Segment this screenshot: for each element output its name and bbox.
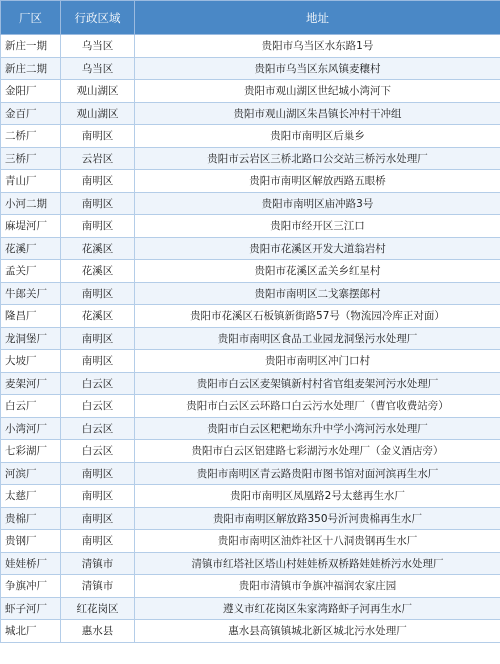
- header-district: 行政区域: [61, 1, 135, 35]
- table-row: [1, 530, 500, 553]
- table-row: [1, 462, 500, 485]
- address-cell: 遵义市红花岗区朱家湾路虾子河再生水厂: [135, 597, 500, 620]
- table-row: [1, 57, 500, 80]
- table-body: [1, 35, 500, 643]
- plant-cell: 娃娃桥厂: [1, 552, 61, 575]
- district-cell: 南明区: [61, 282, 135, 305]
- table-row: [1, 305, 500, 328]
- district-cell: 花溪区: [61, 305, 135, 328]
- district-cell: 花溪区: [61, 260, 135, 283]
- address-cell: 清镇市红塔社区塔山村娃娃桥双桥路娃娃桥污水处理厂: [135, 552, 500, 575]
- table-row: [1, 237, 500, 260]
- table-row: [1, 597, 500, 620]
- district-cell: 红花岗区: [61, 597, 135, 620]
- district-cell: 南明区: [61, 327, 135, 350]
- plant-cell: 花溪厂: [1, 237, 61, 260]
- address-cell: 贵阳市南明区青云路贵阳市图书馆对面河滨再生水厂: [135, 462, 500, 485]
- address-cell: 贵阳市南明区凤凰路2号太慈再生水厂: [135, 485, 500, 508]
- district-cell: 乌当区: [61, 35, 135, 58]
- plant-cell: 太慈厂: [1, 485, 61, 508]
- address-cell: 贵阳市南明区食品工业园龙洞堡污水处理厂: [135, 327, 500, 350]
- plant-cell: 金百厂: [1, 102, 61, 125]
- district-cell: 白云区: [61, 372, 135, 395]
- address-cell: 贵阳市花溪区石板镇新街路57号（物流园冷库正对面）: [135, 305, 500, 328]
- table-row: [1, 350, 500, 373]
- plant-cell: 孟关厂: [1, 260, 61, 283]
- address-cell: 贵阳市花溪区孟关乡红星村: [135, 260, 500, 283]
- address-cell: 贵阳市乌当区东风镇麦穰村: [135, 57, 500, 80]
- district-cell: 清镇市: [61, 575, 135, 598]
- plant-cell: 白云厂: [1, 395, 61, 418]
- plant-cell: 小湾河厂: [1, 417, 61, 440]
- address-cell: 贵阳市南明区解放西路五眼桥: [135, 170, 500, 193]
- table-row: [1, 192, 500, 215]
- district-cell: 南明区: [61, 192, 135, 215]
- plant-cell: 河滨厂: [1, 462, 61, 485]
- address-cell: 贵阳市白云区麦架镇新村村省官组麦架河污水处理厂: [135, 372, 500, 395]
- address-cell: 贵阳市白云区铝建路七彩湖污水处理厂（金义酒店旁）: [135, 440, 500, 463]
- table-row: [1, 440, 500, 463]
- address-cell: 贵阳市观山湖区世纪城小湾河下: [135, 80, 500, 103]
- district-cell: 白云区: [61, 440, 135, 463]
- district-cell: 观山湖区: [61, 102, 135, 125]
- address-cell: 贵阳市南明区冲门口村: [135, 350, 500, 373]
- plant-cell: 三桥厂: [1, 147, 61, 170]
- address-cell: 贵阳市清镇市争旗冲福润农家庄园: [135, 575, 500, 598]
- table-row: [1, 125, 500, 148]
- table-row: [1, 327, 500, 350]
- plant-cell: 牛郎关厂: [1, 282, 61, 305]
- district-cell: 南明区: [61, 530, 135, 553]
- district-cell: 观山湖区: [61, 80, 135, 103]
- table-row: [1, 552, 500, 575]
- table-row: [1, 260, 500, 283]
- plant-cell: 七彩湖厂: [1, 440, 61, 463]
- table-row: [1, 215, 500, 238]
- table-row: [1, 485, 500, 508]
- district-cell: 乌当区: [61, 57, 135, 80]
- plant-cell: 青山厂: [1, 170, 61, 193]
- district-cell: 南明区: [61, 170, 135, 193]
- table-row: [1, 80, 500, 103]
- address-cell: 贵阳市南明区后巢乡: [135, 125, 500, 148]
- district-cell: 白云区: [61, 395, 135, 418]
- table-row: [1, 170, 500, 193]
- plant-cell: 争旗冲厂: [1, 575, 61, 598]
- district-cell: 南明区: [61, 125, 135, 148]
- table-row: [1, 507, 500, 530]
- header-plant: 厂区: [1, 1, 61, 35]
- address-cell: 贵阳市南明区庙冲路3号: [135, 192, 500, 215]
- plant-cell: 小河二期: [1, 192, 61, 215]
- plant-cell: 二桥厂: [1, 125, 61, 148]
- address-cell: 贵阳市白云区云环路口白云污水处理厂（曹官收费站旁）: [135, 395, 500, 418]
- table-row: [1, 282, 500, 305]
- table-row: [1, 417, 500, 440]
- plant-cell: 贵棉厂: [1, 507, 61, 530]
- plant-cell: 新庄一期: [1, 35, 61, 58]
- plant-cell: 大坡厂: [1, 350, 61, 373]
- address-cell: 贵阳市白云区粑粑坳东升中学小湾河污水处理厂: [135, 417, 500, 440]
- address-cell: 贵阳市南明区二戈寨摆郎村: [135, 282, 500, 305]
- plant-cell: 金阳厂: [1, 80, 61, 103]
- plant-cell: 隆昌厂: [1, 305, 61, 328]
- address-cell: 贵阳市乌当区水东路1号: [135, 35, 500, 58]
- plant-cell: 龙洞堡厂: [1, 327, 61, 350]
- table-row: [1, 372, 500, 395]
- district-cell: 南明区: [61, 485, 135, 508]
- plant-cell: 贵钢厂: [1, 530, 61, 553]
- plant-cell: 城北厂: [1, 620, 61, 643]
- address-cell: 贵阳市观山湖区朱昌镇长冲村干冲组: [135, 102, 500, 125]
- district-cell: 南明区: [61, 507, 135, 530]
- address-cell: 贵阳市南明区油炸社区十八洞贵钢再生水厂: [135, 530, 500, 553]
- district-cell: 南明区: [61, 350, 135, 373]
- plant-cell: 新庄二期: [1, 57, 61, 80]
- address-cell: 贵阳市云岩区三桥北路口公交站三桥污水处理厂: [135, 147, 500, 170]
- district-cell: 花溪区: [61, 237, 135, 260]
- district-cell: 白云区: [61, 417, 135, 440]
- plant-cell: 麻堤河厂: [1, 215, 61, 238]
- header-address: 地址: [135, 1, 500, 35]
- table-row: [1, 147, 500, 170]
- plant-cell: 虾子河厂: [1, 597, 61, 620]
- address-cell: 贵阳市经开区三江口: [135, 215, 500, 238]
- header-row: [1, 1, 500, 35]
- district-cell: 南明区: [61, 462, 135, 485]
- district-cell: 南明区: [61, 215, 135, 238]
- address-cell: 贵阳市花溪区开发大道翁岩村: [135, 237, 500, 260]
- address-cell: 惠水县高镇镇城北新区城北污水处理厂: [135, 620, 500, 643]
- table-row: [1, 102, 500, 125]
- district-cell: 清镇市: [61, 552, 135, 575]
- plant-cell: 麦架河厂: [1, 372, 61, 395]
- table-row: [1, 620, 500, 643]
- district-cell: 云岩区: [61, 147, 135, 170]
- table-row: [1, 35, 500, 58]
- table-row: [1, 575, 500, 598]
- district-cell: 惠水县: [61, 620, 135, 643]
- address-cell: 贵阳市南明区解放路350号沂河贵棉再生水厂: [135, 507, 500, 530]
- table-row: [1, 395, 500, 418]
